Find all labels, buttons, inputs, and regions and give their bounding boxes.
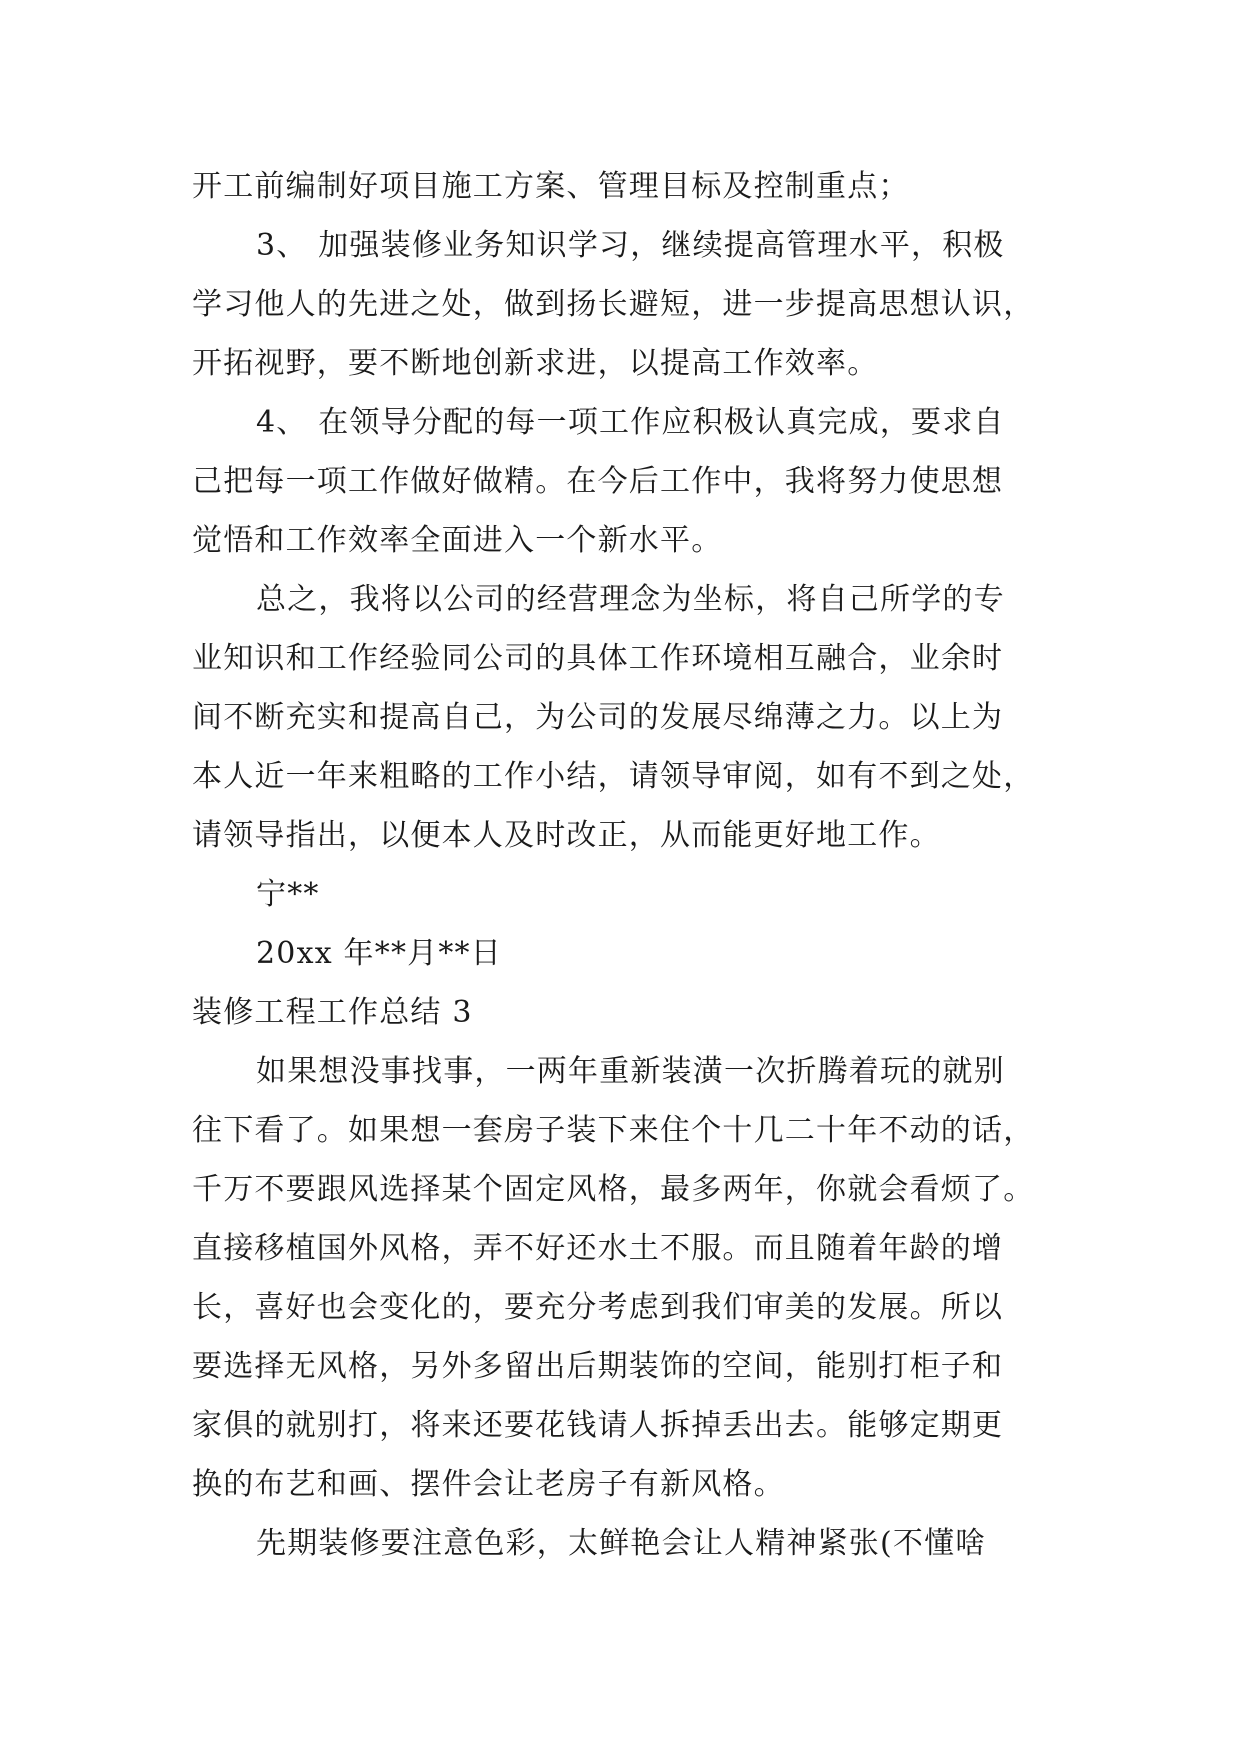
paragraph-start: 先期装修要注意色彩，太鲜艳会让人精神紧张(不懂啥	[256, 1526, 987, 1561]
text-line: 家俱的就别打，将来还要花钱请人拆掉丢出去。能够定期更	[192, 1408, 1004, 1443]
text-line: 业知识和工作经验同公司的具体工作环境相互融合，业余时	[192, 641, 1004, 676]
signature-date: 20xx 年**月**日	[256, 936, 502, 971]
text-line: 换的布艺和画、摆件会让老房子有新风格。	[192, 1467, 785, 1502]
signature-name: 宁**	[256, 877, 320, 912]
text-line: 往下看了。如果想一套房子装下来住个十几二十年不动的话，	[192, 1113, 1035, 1148]
text-line: 开工前编制好项目施工方案、管理目标及控制重点；	[192, 169, 910, 204]
list-item-3: 3、 加强装修业务知识学习，继续提高管理水平，积极	[256, 228, 1005, 263]
paragraph-start: 如果想没事找事，一两年重新装潢一次折腾着玩的就别	[256, 1054, 1005, 1089]
text-line: 觉悟和工作效率全面进入一个新水平。	[192, 523, 723, 558]
text-line: 请领导指出，以便本人及时改正，从而能更好地工作。	[192, 818, 941, 853]
summary-paragraph: 总之，我将以公司的经营理念为坐标，将自己所学的专	[256, 582, 1005, 617]
text-line: 学习他人的先进之处，做到扬长避短，进一步提高思想认识，	[192, 287, 1035, 322]
text-line: 开拓视野，要不断地创新求进，以提高工作效率。	[192, 346, 879, 381]
text-line: 要选择无风格，另外多留出后期装饰的空间，能别打柜子和	[192, 1349, 1004, 1384]
text-line: 长，喜好也会变化的，要充分考虑到我们审美的发展。所以	[192, 1290, 1004, 1325]
text-line: 千万不要跟风选择某个固定风格，最多两年，你就会看烦了。	[192, 1172, 1035, 1207]
list-item-4: 4、 在领导分配的每一项工作应积极认真完成，要求自	[256, 405, 1005, 440]
text-line: 本人近一年来粗略的工作小结，请领导审阅，如有不到之处，	[192, 759, 1035, 794]
text-line: 己把每一项工作做好做精。在今后工作中，我将努力使思想	[192, 464, 1004, 499]
text-line: 间不断充实和提高自己，为公司的发展尽绵薄之力。以上为	[192, 700, 1004, 735]
section-heading: 装修工程工作总结 3	[192, 995, 473, 1030]
text-line: 直接移植国外风格，弄不好还水土不服。而且随着年龄的增	[192, 1231, 1004, 1266]
